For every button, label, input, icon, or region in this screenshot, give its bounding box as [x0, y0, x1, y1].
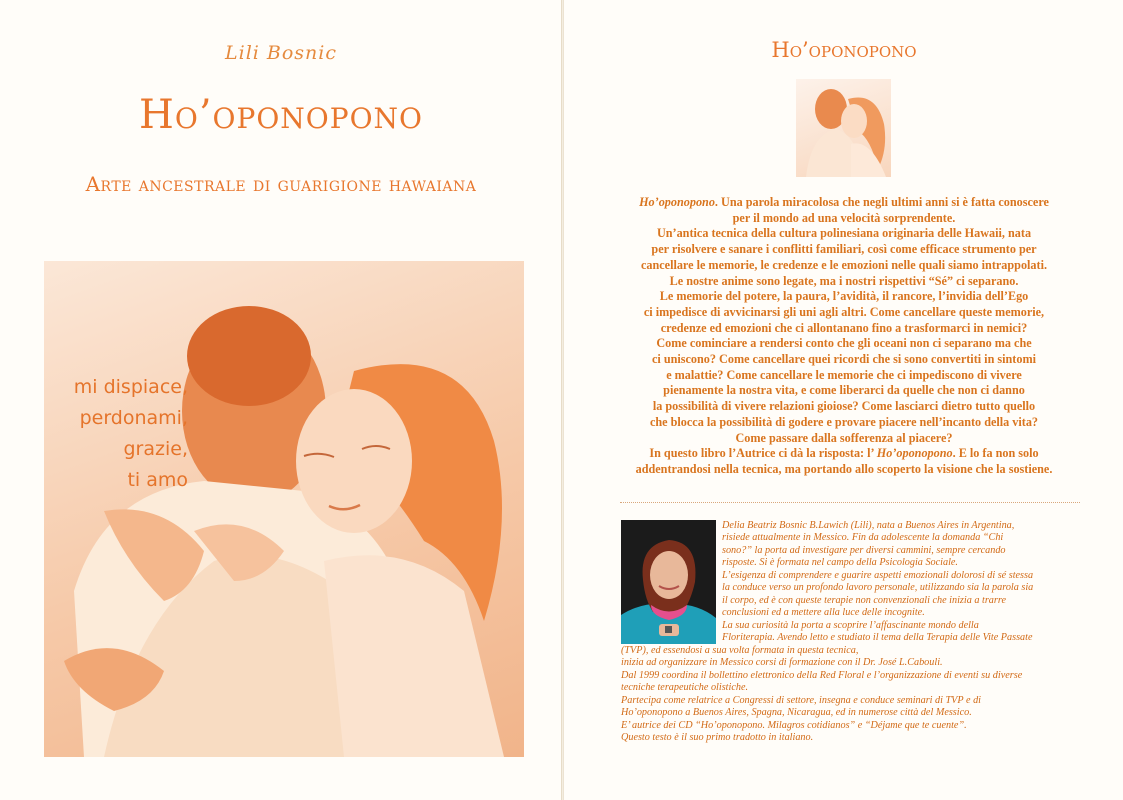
cover-phrases — [48, 372, 188, 496]
embrace-illustration — [44, 261, 524, 757]
book-title: Ho’oponopono — [138, 92, 423, 138]
bio-line: tecniche terapeutiche olistiche. — [621, 682, 749, 693]
phrase-line: mi dispiace, — [73, 376, 188, 398]
phrase-line: perdonami, — [79, 407, 188, 429]
bio-line: Floriterapia. Avendo letto e studiato il tema della Terapia delle Vite Passate — [722, 632, 1033, 643]
intro-line: per il mondo ad una velocità sorprendente. — [732, 210, 956, 225]
author-name: Lili Bosnic — [225, 42, 337, 64]
bio-line: il corpo, ed è con queste terapie non convenzionali che inizia a trarre — [722, 595, 1006, 606]
phrase-line: ti amo — [127, 469, 188, 491]
bio-line: Delia Beatriz Bosnic B.Lawich (Lili), nata a Buenos Aires in Argentina, — [722, 520, 1015, 531]
bio-line: Partecipa come relatrice a Congressi di settore, insegna e conduce seminari di TVP e di — [621, 695, 981, 706]
bio-line: La sua curiosità la porta a scoprire l’affascinante mondo della — [722, 620, 979, 631]
bio-line: inizia ad organizzare in Messico corsi di formazione con il Dr. José L.Cabouli. — [621, 657, 943, 668]
phrase-line: grazie, — [123, 438, 188, 460]
intro-line: Un’antica tecnica della cultura polinesiana originaria delle Hawaii, nata — [656, 226, 1032, 241]
intro-first-em: Ho’oponopono — [639, 195, 715, 209]
intro-last-em: Ho’oponopono — [876, 446, 953, 461]
bio-line: Dal 1999 coordina il bollettino elettronico della Red Floral e l’organizzazione di eventi su diverse — [621, 670, 1023, 681]
intro-line: cancellare le memorie, le credenze e le emozioni nelle quali siamo intrappolati. — [640, 257, 1048, 272]
bio-line: L’esigenza di comprendere e guarire aspetti emozionali dolorosi di sé stessa — [722, 570, 1034, 581]
bio-line: la conduce verso un profondo lavoro personale, utilizzando sia la parola sia — [722, 582, 1034, 593]
cover-photo — [44, 261, 524, 757]
bio-line: risiede attualmente in Messico. Fin da adolescente la domanda “Chi — [722, 532, 1004, 543]
intro-line: Le nostre anime sono legate, ma i nostri rispettivi “Sé” ci separano. — [669, 273, 1019, 288]
intro-line: Le memorie del potere, la paura, l’avidità, il rancore, l’invidia dell’Ego — [659, 289, 1029, 304]
author-bio — [564, 0, 1123, 800]
bio-line: (TVP), ed essendosi a sua volta formata in questa tecnica, — [621, 645, 859, 656]
bio-line: sono?” la porta ad investigare per diversi cammini, sempre cercando — [722, 545, 1006, 556]
intro-line: per risolvere e sanare i conflitti familiari, così come efficace strumento per — [651, 242, 1037, 257]
bio-line: risposte. Si è formata nel campo della Psicologia Sociale. — [722, 557, 958, 568]
intro-line: credenze ed emozioni che ci allontanano fino a trasformarci in nemici? — [660, 320, 1028, 335]
intro-last-b: . E lo fa non solo — [952, 446, 1039, 461]
back-cover — [563, 0, 1123, 800]
intro-line: pienamente la nostra vita, e come liberarci da quelle che non ci danno — [663, 383, 1025, 398]
intro-line: e malattie? Come cancellare le memorie che ci impediscono di vivere — [666, 367, 1022, 382]
intro-line: addentrandosi nella tecnica, ma portando allo scoperto la visione che la sostiene. — [635, 461, 1053, 476]
intro-line: ci uniscono? Come cancellare quei ricordi che si sono convertiti in sintomi — [652, 352, 1036, 367]
bio-line: conclusioni ed a mettere alla luce delle incognite. — [722, 607, 925, 618]
intro-line: che blocca la possibilità di godere e provare piacere nell’incanto della vita? — [649, 414, 1039, 429]
bio-line: Questo testo è il suo primo tradotto in italiano. — [621, 732, 814, 743]
book-subtitle: Arte ancestrale di guarigione hawaiana — [85, 172, 477, 196]
intro-line: Come cominciare a rendersi conto che gli oceani non ci separano ma che — [656, 336, 1032, 351]
back-title: Ho’oponopono — [771, 38, 917, 62]
bio-line: E’ autrice dei CD “Ho’oponopono. Milagros cotidianos” e “Déjame que te cuente”. — [621, 720, 967, 731]
intro-last-a: In questo libro l’Autrice ci dà la risposta: l’ — [649, 446, 877, 461]
bio-line: Ho’oponopono a Buenos Aires, Spagna, Nicaragua, ed in numerose città del Messico. — [621, 707, 972, 718]
intro-line: ci impedisce di avvicinarsi gli uni agli altri. Come cancellare queste memorie, — [643, 304, 1045, 319]
intro-line: la possibilità di vivere relazioni gioiose? Come lasciarci dietro tutto quello — [652, 399, 1036, 414]
intro-first-rest: . Una parola miracolosa che negli ultimi anni si è fatta conoscere — [714, 195, 1049, 209]
intro-line: Come passare dalla sofferenza al piacere? — [735, 430, 953, 445]
